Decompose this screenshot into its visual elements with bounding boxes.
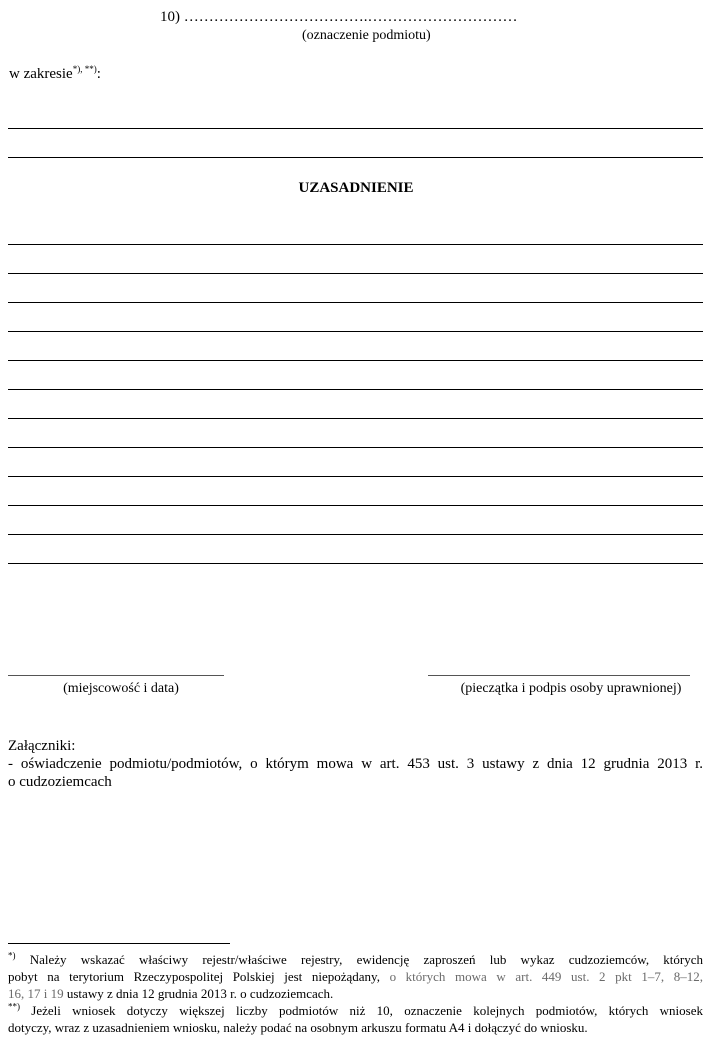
footnote-1-text-1: Należy wskazać właściwy rejestr/właściwe rejestry, ewidencję zaproszeń lub wykaz cudzoziemców, których <box>29 952 704 967</box>
footnote-1-mark: *) <box>8 950 16 961</box>
justification-line-11 <box>8 534 703 535</box>
justification-line-12 <box>8 563 703 564</box>
attachments-heading: Załączniki: <box>8 738 76 754</box>
justification-line-2 <box>8 273 703 274</box>
footnote-1-line-2 <box>8 968 703 985</box>
footnote-1-text-2a: pobyt na terytorium Rzeczypospolitej Polskiej jest niepożądany, <box>8 969 390 984</box>
justification-line-9 <box>8 476 703 477</box>
footnote-2-line-2: dotyczy, wraz z uzasadnieniem wniosku, należy podać na osobnym arkuszu formatu A4 i dołączyć do wniosku. <box>8 1020 588 1035</box>
justification-line-5 <box>8 360 703 361</box>
justification-line-7 <box>8 418 703 419</box>
footnote-2-mark: **) <box>8 1001 20 1012</box>
entry-dots: ……………………………….………………………… <box>183 9 518 25</box>
scope-colon: : <box>96 66 101 82</box>
place-date-line <box>8 675 224 676</box>
justification-line-8 <box>8 447 703 448</box>
place-date-caption: (miejscowość i data) <box>63 681 179 696</box>
scope-label-line <box>9 65 101 83</box>
scope-line-2 <box>8 157 703 158</box>
stamp-signature-line <box>428 675 690 676</box>
justification-line-6 <box>8 389 703 390</box>
justification-line-3 <box>8 302 703 303</box>
justification-line-1 <box>8 244 703 245</box>
entry-number-line <box>160 8 518 26</box>
footnote-2-line-1 <box>8 1002 703 1019</box>
footnote-2-text-1: Jeżeli wniosek dotyczy większej liczby podmiotów niż 10, oznaczenie kolejnych podmiotów, których wniosek <box>20 1003 703 1018</box>
footnote-1-text-3b: ustawy z dnia 12 grudnia 2013 r. o cudzoziemcach. <box>63 986 334 1001</box>
attachment-item-line-2: o cudzoziemcach <box>8 774 112 790</box>
entity-caption: (oznaczenie podmiotu) <box>302 28 431 43</box>
justification-heading: UZASADNIENIE <box>298 180 414 196</box>
footnote-1-line-3 <box>8 985 333 1002</box>
stamp-signature-caption: (pieczątka i podpis osoby uprawnionej) <box>460 681 682 696</box>
footnote-1-text-3a: 16, 17 i 19 <box>8 986 64 1001</box>
footnote-1-text-2b: o których mowa w art. 449 ust. 2 pkt 1–7, 8–12, <box>389 969 703 984</box>
justification-line-10 <box>8 505 703 506</box>
scope-line-1 <box>8 128 703 129</box>
footnote-1-line-1 <box>8 951 703 968</box>
footnote-separator <box>8 943 230 944</box>
entry-number: 10) <box>160 9 180 25</box>
attachment-item-line-1: - oświadczenie podmiotu/podmiotów, o którym mowa w art. 453 ust. 3 ustawy z dnia 12 grudnia 2013 r. <box>8 756 703 772</box>
scope-footnote-marks: *), **) <box>72 64 97 74</box>
justification-line-4 <box>8 331 703 332</box>
scope-label: w zakresie <box>9 66 73 82</box>
